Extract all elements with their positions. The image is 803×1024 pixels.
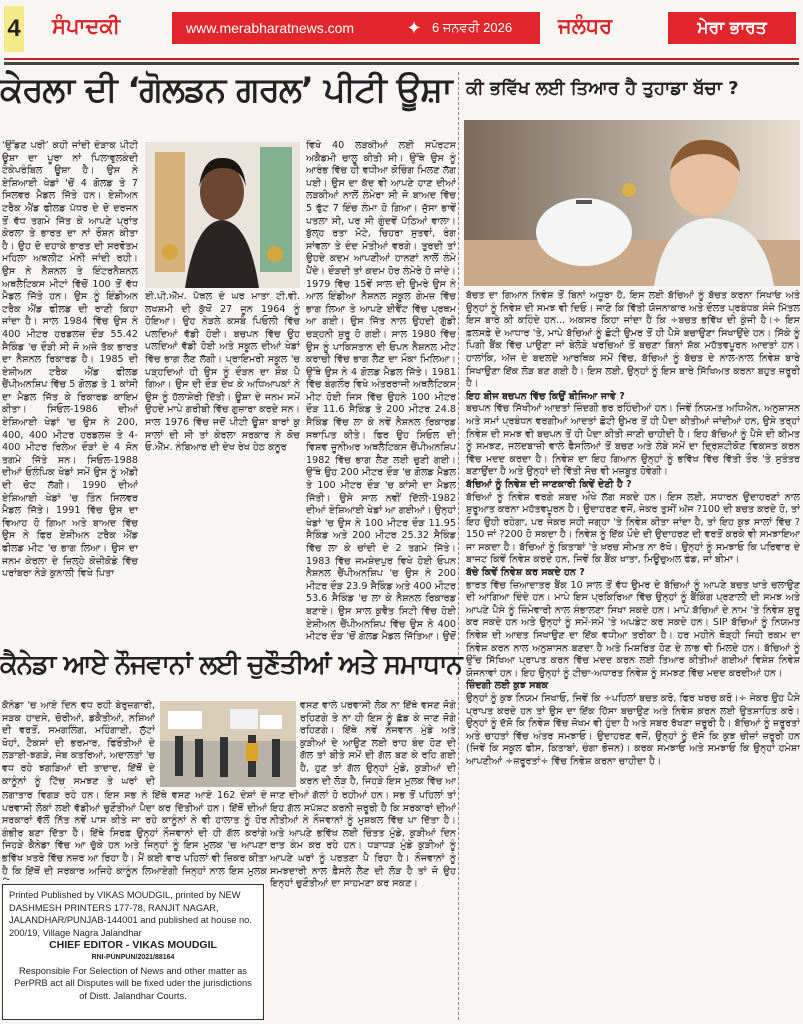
article-column: ‘ਉੱਡਣ ਪਰੀ’ ਕਹੀ ਜਾਂਦੀ ਦੌੜਾਕ ਪੀਟੀ ਊਸ਼ਾ ਦਾ ਪੂਰਾ ਨਾਂ ਪਿਲਾਵੁਲਕੰਦੀ ਟੇਕੇਪਰੰਬਿਲ ਊਸ਼ਾ ਹੈ। ਉਸ ਨੇ ਏਸ਼ਿਆਈ ਖੇਡਾਂ 'ਚੋਂ 4 ਗੋਲਡ ਤੇ 7 ਸਿਲਵਰ ਮੈਡਲ ਜਿੱਤੇ ਹਨ। ਏਸ਼ੀਅਨ ਟਰੈਕ ਐਂਡ ਫੀਲਡ ਪੱਧਰ ਦੇ ਦੋ ਦਰਜਨ ਤੋਂ ਵੱਧ ਤਗਮੇ ਜਿੱਤ ਕੇ ਆਪਣੇ ਪ੍ਰਾਂਤ ਕੇਰਲਾ ਤੇ ਭਾਰਤ ਦਾ ਨਾਂ ਰੌਸ਼ਨ ਕੀਤਾ ਹੈ। ਉਹ ਦੋ ਦਹਾਕੇ ਭਾਰਤ ਦੀ ਸਰਵੋਤਮ ਮਹਿਲਾ ਅਥਲੀਟ ਮੰਨੀ ਜਾਂਦੀ ਰਹੀ। ਉਸ ਨੇ ਨੈਸ਼ਨਲ ਤੇ ਇੰਟਰਨੈਸ਼ਨਲ ਅਥਲੈਟਿਕਸ ਮੀਟਾਂ ਵਿੱਚੋਂ 100 ਤੋਂ ਵੱਧ ਮੈਡਲ ਜਿੱਤੇ ਹਨ। ਉਸ ਨੂੰ ਇੰਡੀਅਨ ਟਰੈਕ ਐਂਡ ਫੀਲਡ ਦੀ ਰਾਣੀ ਕਿਹਾ ਜਾਂਦਾ ਹੈ। ਸਾਲ 1984 ਵਿੱਚ ਉਸ ਨੇ 400 ਮੀਟਰ ਹਰਡਲਜ਼ ਦੌੜ 55.42 ਸੈਕਿੰਡ 'ਚ ਦੌੜੀ ਸੀ ਜੋ ਅਜੇ ਤੱਕ ਭਾਰਤ ਦਾ ਨੈਸ਼ਨਲ ਰਿਕਾਰਡ ਹੈ। 1985 ਦੀ ਏਸ਼ੀਅਨ ਟਰੈਕ ਐਂਡ ਫੀਲਡ ਚੈਂਪੀਅਨਸ਼ਿਪ ਵਿੱਚ 5 ਗੋਲਡ ਤੇ 1 ਕਾਂਸੀ ਦਾ ਮੈਡਲ ਜਿੱਤ ਕੇ ਰਿਕਾਰਡ ਕਾਇਮ ਕੀਤਾ। ਸਿਓਲ-1986 ਦੀਆਂ ਏਸ਼ਿਆਈ ਖੇਡਾਂ 'ਚ ਉਸ ਨੇ 200, 400, 400 ਮੀਟਰ ਹਰਡਲਜ਼ ਤੇ 4-400 ਮੀਟਰ ਰਿਲੇਅ ਦੌੜਾਂ ਦੇ 4 ਸੋਨ ਤਗਮੇ ਜਿੱਤੇ ਸਨ। ਸਿਓਲ-1988 ਦੀਆਂ ਓਲੰਪਿਕ ਖੇਡਾਂ ਸਮੇਂ ਉਸ ਨੂੰ ਅੱਡੀ ਦੀ ਚੋਟ ਲੱਗੀ। 1990 ਦੀਆਂ ਏਸ਼ਿਆਈ ਖੇਡਾਂ 'ਚ ਤਿੰਨ ਸਿਲਵਰ ਮੈਡਲ ਜਿੱਤੇ। 1991 ਵਿੱਚ ਉਸ ਦਾ ਵਿਆਹ ਹੋ ਗਿਆ ਅਤੇ ਬਾਅਦ ਵਿੱਚ ਉਸ ਨੇ ਫਿਰ ਏਸ਼ੀਅਨ ਟਰੈਕ ਐਂਡ ਫੀਲਡ ਮੀਟ 'ਚ ਭਾਗ ਲਿਆ। ਉਸ ਦਾ ਜਨਮ ਕੇਰਲਾ ਦੇ ਜ਼ਿਲ੍ਹੇ ਕੋਜ਼ੀਕੋਡੇ ਵਿੱਚ ਪਰਾਂਬਰਾ ਨੇੜੇ ਕੁਨਾਲੀ ਵਿਖੇ ਪਿਤਾ	[2, 140, 138, 580]
paragraph: ਭਾਰਤ ਵਿੱਚ ਜ਼ਿਆਦਾਤਰ ਬੈਂਕ 10 ਸਾਲ ਤੋਂ ਵੱਧ ਉਮਰ ਦੇ ਬੱਚਿਆਂ ਨੂੰ ਆਪਣੇ ਬਚਤ ਖਾਤੇ ਚਲਾਉਣ ਦੀ ਆਗਿਆ ਦਿੰਦੇ ਹਨ। ਮਾਪੇ ਇਸ ਪ੍ਰਕਿਰਿਆ ਵਿੱਚ ਉਨ੍ਹਾਂ ਨੂੰ ਬੈਂਕਿੰਗ ਪ੍ਰਣਾਲੀ ਦੀ ਸਮਝ ਅਤੇ ਆਪਣੇ ਪੈਸੇ ਨੂੰ ਜ਼ਿੰਮੇਵਾਰੀ ਨਾਲ ਸੰਭਾਲਣਾ ਸਿਖਾ ਸਕਦੇ ਹਨ। ਮਾਪੇ ਬੱਚਿਆਂ ਦੇ ਨਾਮ 'ਤੇ ਨਿਵੇਸ਼ ਸ਼ੁਰੂ ਕਰ ਸਕਦੇ ਹਨ ਅਤੇ ਉਨ੍ਹਾਂ ਨੂੰ ਸਮੇਂ-ਸਮੇਂ 'ਤੇ ਅਪਡੇਟ ਕਰ ਸਕਦੇ ਹਨ। SIP ਬੱਚਿਆਂ ਨੂੰ ਨਿਯਮਤ ਨਿਵੇਸ਼ ਦੀ ਆਦਤ ਸਿਖਾਉਣ ਦਾ ਇੱਕ ਵਧੀਆ ਤਰੀਕਾ ਹੈ। ਹਰ ਮਹੀਨੇ ਥੋੜ੍ਹੀ ਜਿਹੀ ਰਕਮ ਦਾ ਨਿਵੇਸ਼ ਕਰਨ ਨਾਲ ਅਨੁਸ਼ਾਸਨ ਬਣਦਾ ਹੈ ਅਤੇ ਮਿਸ਼ਰਿਤ ਹੋਣ ਦੇ ਲਾਭ ਵੀ ਮਿਲਦੇ ਹਨ। ਬੱਚਿਆਂ ਨੂੰ ਉੱਚ ਸਿੱਖਿਆ ਪ੍ਰਾਪਤ ਕਰਨ ਵਿੱਚ ਮਦਦ ਕਰਨ ਲਈ ਤਿਆਰ ਕੀਤੀਆਂ ਗਈਆਂ ਵਿਸ਼ੇਸ਼ ਨਿਵੇਸ਼ ਯੋਜਨਾਵਾਂ ਹਨ। ਇਹ ਉਨ੍ਹਾਂ ਨੂੰ ਟੀਚਾ-ਅਧਾਰਤ ਨਿਵੇਸ਼ ਨੂੰ ਸਮਝਣ ਵਿੱਚ ਮਦਦ ਕਰਦੀਆਂ ਹਨ।	[466, 579, 800, 679]
article-column: ਵਿਖੇ 40 ਲੜਕੀਆਂ ਲਈ ਸਪੋਰਟਸ ਅਕੈਡਮੀ ਚਾਲੂ ਕੀਤੀ ਸੀ। ਉੱਥੇ ਉਸ ਨੂੰ ਆਰੰਭ ਵਿੱਚ ਹੀ ਵਧੀਆ ਕੋਚਿੰਗ ਮਿਲਣ ਲੱਗ ਪਈ। ਉਸ ਦਾ ਕੱਦ ਵੀ ਆਪਣੇ ਹਾਣ ਦੀਆਂ ਲੜਕੀਆਂ ਨਾਲੋਂ ਲੰਮੇਰਾ ਸੀ ਜੋ ਬਾਅਦ ਵਿੱਚ 5 ਫੁੱਟ 7 ਇੰਚ ਲੰਮਾ ਹੋ ਗਿਆ। ਜੁੱਸਾ ਭਾਵੇਂ ਪਤਲਾ ਸੀ, ਪਰ ਸੀ ਗੁੰਦਵੇਂ ਪੱਠਿਆਂ ਵਾਲਾ। ਬੁੱਲ੍ਹ ਰਤਾ ਮੋਟੇ, ਚਿਹਰਾ ਸੁਤਵਾਂ, ਰੰਗ ਸਾਂਵਲਾ ਤੇ ਦੰਦ ਮੋਤੀਆਂ ਵਰਗੇ। ਤੁਰਦੀ ਤਾਂ ਉਹਦੇ ਕਦਮ ਆਪਣੀਆਂ ਹਾਨਣਾਂ ਨਾਲੋਂ ਲੰਮੇ ਪੈਂਦੇ। ਦੌੜਦੀ ਤਾਂ ਕਦਮ ਹੋਰ ਲੰਮੇਰੇ ਹੋ ਜਾਂਦੇ। 1979 ਵਿੱਚ 15ਵੇਂ ਸਾਲ ਦੀ ਉਮਰੇ ਉਸ ਨੇ ਆਲ ਇੰਡੀਆ ਨੈਸ਼ਨਲ ਸਕੂਲ ਗੇਮਜ਼ ਵਿੱਚ ਭਾਗ ਲਿਆ ਤੇ ਆਪਣੇ ਈਵੈਂਟ ਵਿੱਚ ਪ੍ਰਥਮ ਆ ਗਈ। ਉਸ ਜਿੱਤ ਨਾਲ ਉਹਦੀ ਗੁੱਡੀ ਚੜ੍ਹਨੀ ਸ਼ੁਰੂ ਹੋ ਗਈ। ਸਾਲ 1980 ਵਿੱਚ ਉਸ ਨੂੰ ਪਾਕਿਸਤਾਨ ਦੀ ਓਪਨ ਨੈਸ਼ਨਲ ਮੀਟ ਕਰਾਚੀ ਵਿੱਚ ਭਾਗ ਲੈਣ ਦਾ ਮੌਕਾ ਮਿਲਿਆ। ਉੱਥੇ ਉਸ ਨੇ 4 ਗੋਲਡ ਮੈਡਲ ਜਿੱਤੇ। 1981 ਵਿੱਚ ਬੰਗਲੌਰ ਵਿਖੇ ਅੰਤਰਰਾਜੀ ਅਥਲੈਟਿਕਸ ਮੀਟ ਹੋਈ ਜਿਸ ਵਿੱਚ ਉਹਨੇ 100 ਮੀਟਰ ਦੌੜ 11.6 ਸੈਕਿੰਡ ਤੇ 200 ਮੀਟਰ 24.8 ਸੈਕਿੰਡ ਵਿੱਚ ਲਾ ਕੇ ਨਵੇਂ ਨੈਸ਼ਨਲ ਰਿਕਾਰਡ ਸਥਾਪਿਤ ਕੀਤੇ। ਫਿਰ ਉਹ ਸਿਓਲ ਦੀ ਵਿਸ਼ਵ ਜੂਨੀਅਰ ਅਥਲੈਟਿਕਸ ਚੈਂਪੀਅਨਸ਼ਿਪ 1982 ਵਿੱਚ ਭਾਗ ਲੈਣ ਲਈ ਚੁਣੀ ਗਈ। ਉੱਥੇ ਉਹ 200 ਮੀਟਰ ਦੌੜ 'ਚ ਗੋਲਡ ਮੈਡਲ ਤੇ 100 ਮੀਟਰ ਦੌੜ 'ਚ ਕਾਂਸੀ ਦਾ ਮੈਡਲ ਜਿੱਤੀ। ਉਸੇ ਸਾਲ ਨਵੀਂ ਦਿੱਲੀ-1982 ਦੀਆਂ ਏਸ਼ਿਆਈ ਖੇਡਾਂ ਆ ਗਈਆਂ। ਉਨ੍ਹਾਂ ਖੇਡਾਂ 'ਚ ਉਸ ਨੇ 100 ਮੀਟਰ ਦੌੜ 11.95 ਸੈਕਿੰਡ ਅਤੇ 200 ਮੀਟਰ 25.32 ਸੈਕਿੰਡ ਵਿੱਚ ਲਾ ਕੇ ਚਾਂਦੀ ਦੇ 2 ਤਗਮੇ ਜਿੱਤੇ। 1983 ਵਿੱਚ ਜਮਸ਼ੇਦਪੁਰ ਵਿਖੇ ਹੋਈ ਓਪਨ ਨੈਸ਼ਨਲ ਚੈਂਪੀਅਨਸ਼ਿਪ 'ਚ ਉਸ ਨੇ 200 ਮੀਟਰ ਦੌੜ 23.9 ਸੈਕਿੰਡ ਅਤੇ 400 ਮੀਟਰ 53.6 ਸੈਕਿੰਡ 'ਚ ਲਾ ਕੇ ਨੈਸ਼ਨਲ ਰਿਕਾਰਡ ਬਣਾਏ। ਉਸ ਸਾਲ ਕੁਵੈਤ ਸਿਟੀ ਵਿੱਚ ਹੋਈ ਏਸ਼ੀਅਨ ਚੈਂਪੀਅਨਸ਼ਿਪ ਵਿੱਚ ਉਸ ਨੇ 400 ਮੀਟਰ ਦੌੜ 'ਚੋਂ ਗੋਲਡ ਮੈਡਲ ਜਿੱਤਿਆ। ਉਦੋਂ	[306, 140, 456, 642]
column-divider	[458, 72, 459, 1020]
article-column: ਜਾਣ ਦੀਆਂ ਗੱਲਾਂ ਹੋ ਰਹੀਆਂ ਹਨ। ਸਭ ਤੋਂ ਪਹਿਲਾਂ ਤਾਂ ਇਹ ਗੱਲ ਸਪੱਸ਼ਟ ਕਰਨੀ ਜ਼ਰੂਰੀ ਹੈ ਕਿ ਸਰਕਾਰਾਂ ਦੀਆਂ ਨੀਤੀਆਂ ਨੇ ਨੌਜਵਾਨਾਂ ਨੂੰ ਮੁਸ਼ਕਲ ਵਿੱਚ ਪਾ ਦਿੱਤਾ ਹੈ। ਅਤੇ ਆਪਣੇ ਭਵਿੱਖ ਲਈ ਚਿੰਤਤ ਮੁੰਡੇ, ਕੁੜੀਆਂ ਦਿਨ ਰਾਤ ਕੰਮ ਕਰ ਰਹੇ ਹਨ। ਧੜਾਧੜ ਮੁੰਡੇ ਕੁੜੀਆਂ ਨੂੰ ਆਪਣੇ ਘਰਾਂ ਨੂੰ ਪਰਤਣਾ ਪੈ ਰਿਹਾ ਹੈ। ਨੌਜਵਾਨਾਂ ਨੂੰ ਸਮਝਦਾਰੀ ਨਾਲ ਫ਼ੈਸਲੇ ਲੈਣ ਦੀ ਲੋੜ ਹੈ ਤਾਂ ਜੋ ਉਹ ਇਨ੍ਹਾਂ ਚੁਣੌਤੀਆਂ ਦਾ ਸਾਹਮਣਾ ਕਰ ਸਕਣ।	[270, 790, 456, 890]
section-title: ਸੰਪਾਦਕੀ	[52, 14, 121, 38]
pt-usha-photo	[145, 142, 300, 288]
brand-logo: ਮੇਰਾ ਭਾਰਤ	[668, 12, 796, 44]
chief-editor: CHIEF EDITOR - VIKAS MOUDGIL	[49, 939, 217, 952]
header-divider	[4, 62, 799, 65]
star-icon: ✦	[406, 17, 422, 38]
headline-child-future: ਕੀ ਭਵਿੱਖ ਲਈ ਤਿਆਰ ਹੈ ਤੁਹਾਡਾ ਬੱਚਾ ?	[466, 78, 739, 99]
article-column: ਕੈਨੇਡਾ 'ਚ ਆਏ ਦਿਨ ਵਧ ਰਹੀ ਬੇਰੁਜ਼ਗਾਰੀ, ਸੜਕ ਹਾਦਸੇ, ਚੋਰੀਆਂ, ਡਕੈਤੀਆਂ, ਨਸ਼ਿਆਂ ਦੀ ਵਰਤੋਂ, ਸਮਗਲਿੰਗ, ਮਹਿੰਗਾਈ, ਲੁੱਟਾਂ ਖੋਹਾਂ, ਟੈਕਸਾਂ ਦੀ ਭਰਮਾਰ, ਫਿਰੌਤੀਆਂ ਦੇ ਲੜਾਈ-ਝਗੜੇ, ਜੇਬ ਕਤਰਿਆਂ, ਅਦਾਲਤਾਂ 'ਚ ਵਧ ਰਹੇ ਝਗੜਿਆਂ ਦੀ ਤਾਦਾਦ, ਇੱਥੋਂ ਦੇ ਕਾਨੂੰਨਾਂ ਨੂੰ ਟਿੱਚ ਸਮਝਣ ਤੇ ਘਰਾਂ ਦੀ	[2, 700, 155, 787]
article-column: ਲਗਾਤਾਰ ਵਿਗੜ ਰਹੇ ਹਨ। ਇਸ ਸਭ ਨੇ ਇੱਥੇ ਵਸਣ ਆਏ 162 ਦੇਸ਼ਾਂ ਦੇ ਪਰਵਾਸੀ ਲੋਕਾਂ ਲਈ ਵੱਡੀਆਂ ਚੁਣੌਤੀਆਂ ਪੈਦਾ ਕਰ ਦਿੱਤੀਆਂ ਹਨ। ਇੱਥੋਂ ਦੀਆਂ ਸਰਕਾਰਾਂ ਵੱਲੋਂ ਨਿੱਤ ਨਵੇਂ ਪਾਸ ਕੀਤੇ ਜਾ ਰਹੇ ਕਾਨੂੰਨਾਂ ਨੇ ਵੀ ਹਾਲਾਤ ਨੂੰ ਹੋਰ ਗੰਭੀਰ ਬਣਾ ਦਿੱਤਾ ਹੈ। ਇੱਥੇ ਸਿਰਫ਼ ਉਨ੍ਹਾਂ ਨੌਜਵਾਨਾਂ ਦੀ ਹੀ ਗੱਲ ਕਰਾਂਗੇ ਜਿਹੜੇ ਕੈਨੇਡਾ ਵਿੱਚ ਆ ਚੁੱਕੇ ਹਨ ਅਤੇ ਜਿਨ੍ਹਾਂ ਨੂੰ ਇਸ ਮੁਲਕ 'ਚ ਆਪਣਾ ਭਵਿੱਖ ਖ਼ਤਰੇ ਵਿੱਚ ਨਜ਼ਰ ਆ ਰਿਹਾ ਹੈ। ਮੈਂ ਕਈ ਵਾਰ ਪਹਿਲਾਂ ਵੀ ਜ਼ਿਕਰ ਕੀਤਾ ਹੈ ਕਿ ਇੱਥੋਂ ਦੀ ਸਰਕਾਰ ਅਜਿਹੇ ਕਾਨੂੰਨ ਲਿਆਏਗੀ ਜਿਨ੍ਹਾਂ ਨਾਲ ਇਸ ਮੁਲਕ	[2, 790, 267, 877]
child-piggy-bank-photo	[464, 120, 800, 286]
edition-city: ਜਲੰਧਰ	[558, 14, 613, 38]
subheading: ਬੱਚੇ ਕਿਵੇਂ ਨਿਵੇਸ਼ ਕਰ ਸਕਦੇ ਹਨ ?	[466, 567, 585, 579]
imprint-box	[2, 884, 264, 1020]
subheading: ਜ਼ਿੰਦਗੀ ਲਈ ਕੁਝ ਸਬਕ	[466, 680, 549, 692]
website-link[interactable]: www.merabharatnews.com	[186, 20, 355, 36]
protest-photo	[160, 701, 296, 787]
article-column: ਈ.ਪੀ.ਐੱਮ. ਪੈਥਲ ਦੇ ਘਰ ਮਾਤਾ ਟੀ.ਵੀ. ਲਖਸ਼ਮੀ ਦੀ ਕੁੱਖੋਂ 27 ਜੂਨ 1964 ਨੂੰ ਹੋਇਆ। ਉਹ ਨੇੜਲੇ ਕਸਬੇ ਪਿਓਲੀ ਵਿੱਚ ਪਲਦਿਆਂ ਵੱਡੀ ਹੋਈ। ਬਚਪਨ ਵਿੱਚ ਉਹ ਪਲਦਿਆਂ ਵੱਡੀ ਹੋਈ ਅਤੇ ਸਕੂਲ ਦੀਆਂ ਖੇਡਾਂ ਵਿੱਚ ਭਾਗ ਲੈਣ ਲੱਗੀ। ਪ੍ਰਾਇਮਰੀ ਸਕੂਲ 'ਚ ਪੜ੍ਹਦਿਆਂ ਹੀ ਉਸ ਨੂੰ ਦੌੜਨ ਦਾ ਸ਼ੌਕ ਪੈ ਗਿਆ। ਉਸ ਦੀ ਦੌੜ ਦੇਖ ਕੇ ਅਧਿਆਪਕਾਂ ਨੇ ਉਸ ਨੂੰ ਹੱਲਾਸ਼ੇਰੀ ਦਿੱਤੀ। ਊਸ਼ਾ ਦੇ ਜਨਮ ਸਮੇਂ ਉਹਦੇ ਮਾਪੇ ਗਰੀਬੀ ਵਿੱਚ ਗੁਜ਼ਾਰਾ ਕਰਦੇ ਸਨ। ਸਾਲ 1976 ਵਿੱਚ ਜਦੋਂ ਪੀਟੀ ਊਸ਼ਾ ਬਾਰਾਂ ਕੁ ਸਾਲਾਂ ਦੀ ਸੀ ਤਾਂ ਕੇਰਲਾ ਸਰਕਾਰ ਨੇ ਕੋਚ ਓ.ਐੱਮ. ਨੰਬਿਆਰ ਦੀ ਦੇਖ ਰੇਖ ਹੇਠ ਕਨੂਰ	[145, 291, 300, 454]
paragraph: ਬਚਪਨ ਵਿੱਚ ਸਿੱਖੀਆਂ ਆਦਤਾਂ ਜ਼ਿੰਦਗੀ ਭਰ ਰਹਿੰਦੀਆਂ ਹਨ। ਜਿਵੇਂ ਨਿਯਮਤ ਅਧਿਐਨ, ਅਨੁਸ਼ਾਸਨ ਅਤੇ ਸਮਾਂ ਪ੍ਰਬੰਧਨ ਵਰਗੀਆਂ ਆਦਤਾਂ ਛੋਟੀ ਉਮਰ ਤੋਂ ਹੀ ਪੈਦਾ ਕੀਤੀਆਂ ਜਾਂਦੀਆਂ ਹਨ, ਉਸੇ ਤਰ੍ਹਾਂ ਨਿਵੇਸ਼ ਦੀ ਸਮਝ ਵੀ ਬਚਪਨ ਤੋਂ ਹੀ ਪੈਦਾ ਕੀਤੀ ਜਾਣੀ ਚਾਹੀਦੀ ਹੈ। ਇਹ ਬੱਚਿਆਂ ਨੂੰ ਪੈਸੇ ਦੀ ਕੀਮਤ ਨੂੰ ਸਮਝਣ, ਜਲਦਬਾਜ਼ੀ ਵਾਲੇ ਫੈਸਲਿਆਂ ਤੋਂ ਬਚਣ ਅਤੇ ਲੰਬੇ ਸਮੇਂ ਦਾ ਦ੍ਰਿਸ਼ਟੀਕੋਣ ਵਿਕਸਤ ਕਰਨ ਵਿੱਚ ਮਦਦ ਕਰਦਾ ਹੈ। ਨਿਵੇਸ਼ ਦਾ ਇਹ ਗਿਆਨ ਉਨ੍ਹਾਂ ਨੂੰ ਭਵਿੱਖ ਵਿੱਚ ਵਿੱਤੀ ਤੌਰ 'ਤੇ ਸੁਤੰਤਰ ਬਣਾਉਂਦਾ ਹੈ ਅਤੇ ਉਨ੍ਹਾਂ ਦੀ ਵਿੱਤੀ ਸੋਚ ਵੀ ਮਜ਼ਬੂਤ ਹੋਵੇਗੀ।	[466, 403, 800, 478]
subheading: ਇਹ ਬੀਜ ਬਚਪਨ ਵਿੱਚ ਕਿਉਂ ਬੀਜਿਆ ਜਾਵੇ ?	[466, 390, 625, 402]
paragraph: ਬੱਚਿਆਂ ਨੂੰ ਨਿਵੇਸ਼ ਵਰਗੇ ਸ਼ਬਦ ਔਖੇ ਲੱਗ ਸਕਦੇ ਹਨ। ਇਸ ਲਈ, ਸਧਾਰਨ ਉਦਾਹਰਣਾਂ ਨਾਲ ਸ਼ੁਰੂਆਤ ਕਰਨਾ ਮਹੱਤਵਪੂਰਨ ਹੈ। ਉਦਾਹਰਣ ਵਜੋਂ, ਜੇਕਰ ਤੁਸੀਂ ਅੱਜ ?100 ਦੀ ਬਚਤ ਕਰਦੇ ਹੋ, ਤਾਂ ਇਹ ਉਹੀ ਰਹੇਗਾ, ਪਰ ਜੇਕਰ ਸਹੀ ਜਗ੍ਹਾ 'ਤੇ ਨਿਵੇਸ਼ ਕੀਤਾ ਜਾਂਦਾ ਹੈ, ਤਾਂ ਇਹ ਕੁਝ ਸਾਲਾਂ ਵਿੱਚ ?150 ਜਾਂ ?200 ਹੋ ਸਕਦਾ ਹੈ। ਨਿਵੇਸ਼ ਨੂੰ ਇੱਕ ਪੌਦੇ ਦੀ ਉਦਾਹਰਣ ਦੀ ਵਰਤੋਂ ਕਰਕੇ ਵੀ ਸਮਝਾਇਆ ਜਾ ਸਕਦਾ ਹੈ। ਬੱਚਿਆਂ ਨੂੰ ਕਿਤਾਬਾਂ 'ਤੇ ਖ਼ਰਚ ਸੀਮਤ ਨਾ ਰੱਖੋ। ਉਨ੍ਹਾਂ ਨੂੰ ਸਮਝਾਓ ਕਿ ਪਰਿਵਾਰ ਦੇ ਬਾਜਟ ਕਿਵੇਂ ਨਿਵੇਸ਼ ਕਰਦੇ ਹਨ, ਜਿਵੇਂ ਕਿ ਬੈਂਕ ਖਾਤਾ, ਮਿਊਚੁਅਲ ਫੰਡ, ਜਾਂ ਬੀਮਾ।	[466, 491, 800, 566]
subheading: ਬੱਚਿਆਂ ਨੂੰ ਨਿਵੇਸ਼ ਦੀ ਜਾਣਕਾਰੀ ਕਿਵੇਂ ਦੇਣੀ ਹੈ ?	[466, 478, 632, 490]
rni-number: RNI-PUNPUN/2021/88164	[91, 953, 175, 961]
issue-date: 6 ਜਨਵਰੀ 2026	[432, 20, 513, 35]
masthead-bar	[172, 12, 540, 44]
article-body	[466, 290, 800, 1020]
paragraph: ਉਨ੍ਹਾਂ ਨੂੰ ਕੁਝ ਨਿਯਮ ਸਿਖਾਓ, ਜਿਵੇਂ ਕਿ ÷ਪਹਿਲਾਂ ਬਚਤ ਕਰੋ, ਫਿਰ ਖਰਚ ਕਰੋ।÷ ਜੇਕਰ ਉਹ ਪੈਸੇ ਪ੍ਰਾਪਤ ਕਰਦੇ ਹਨ ਤਾਂ ਉਸ ਦਾ ਇੱਕ ਹਿੱਸਾ ਬਚਾਉਣ ਅਤੇ ਨਿਵੇਸ਼ ਕਰਨ ਲਈ ਉਤਸ਼ਾਹਿਤ ਕਰੋ। ਉਨ੍ਹਾਂ ਨੂੰ ਦੱਸੋ ਕਿ ਨਿਵੇਸ਼ ਵਿੱਚ ਜੋਖਮ ਵੀ ਹੁੰਦਾ ਹੈ ਅਤੇ ਸਬਰ ਰੱਖਣਾ ਜ਼ਰੂਰੀ ਹੈ। ਬੱਚਿਆਂ ਨੂੰ ਜ਼ਰੂਰਤਾਂ ਅਤੇ ਚਾਹਤਾਂ ਵਿੱਚ ਅੰਤਰ ਸਮਝਾਓ। ਉਦਾਹਰਣ ਵਜੋਂ, ਉਨ੍ਹਾਂ ਨੂੰ ਦੱਸੋ ਕਿ ਕੁਝ ਚੀਜ਼ਾਂ ਜ਼ਰੂਰੀ ਹਨ (ਜਿਵੇਂ ਕਿ ਸਕੂਲ ਫੀਸ, ਕਿਤਾਬਾਂ, ਚੰਗਾ ਭੋਜਨ)। ਕਰਕ ਸਮਝਾਓ ਅਤੇ ਸਮਝਾਓ ਕਿ ਉਨ੍ਹਾਂ ਹਮੇਸ਼ਾ ਆਪਣੀਆਂ ÷ਜ਼ਰੂਰਤਾਂ÷ ਵਿੱਚ ਨਿਵੇਸ਼ ਕਰਨਾ ਚਾਹੀਦਾ ਹੈ।	[466, 693, 800, 767]
disclaimer: Responsible For Selection of News and other matter as PerPRB act all Disputes will be fixed uder the jurisdictions of Distt. Jalandhar Courts.	[14, 965, 252, 1001]
page-number: 4	[4, 6, 24, 52]
header-divider	[4, 58, 799, 60]
headline-canada-youth: ਕੈਨੇਡਾ ਆਏ ਨੌਜਵਾਨਾਂ ਲਈ ਚੁਣੌਤੀਆਂ ਅਤੇ ਸਮਾਧਾਨ	[0, 650, 462, 680]
paragraph: ਬੱਚਤ ਦਾ ਗਿਆਨ ਨਿਵੇਸ਼ ਤੋਂ ਬਿਨਾਂ ਅਧੂਰਾ ਹੈ, ਇਸ ਲਈ ਬੱਚਿਆਂ ਨੂੰ ਬੱਚਤ ਕਰਨਾ ਸਿਖਾਓ ਅਤੇ ਉਨ੍ਹਾਂ ਨੂੰ ਨਿਵੇਸ਼ ਦੀ ਸਮਝ ਵੀ ਦਿਓ। ਜਾਣੋ ਕਿ ਵਿੱਤੀ ਯੋਜਨਾਕਾਰ ਅਤੇ ਦੌਲਤ ਪ੍ਰਬੰਧਕ ਸੰਜੇ ਮਿੱਤਲ ਇਸ ਬਾਰੇ ਕੀ ਕਹਿੰਦੇ ਹਨ... ਅਕਸਰ ਕਿਹਾ ਜਾਂਦਾ ਹੈ ਕਿ ÷ਬਚਤ ਭਵਿੱਖ ਦੀ ਕੁੰਜੀ ਹੈ।÷ ਇਸ ਫ਼ਲਸਫ਼ੇ ਦੇ ਆਧਾਰ 'ਤੇ, ਮਾਪੇ ਬੱਚਿਆਂ ਨੂੰ ਛੋਟੀ ਉਮਰ ਤੋਂ ਹੀ ਪੈਸੇ ਬਚਾਉਣਾ ਸਿਖਾਉਂਦੇ ਹਨ। ਸਿੱਕੇ ਨੂੰ ਪਿਗੀ ਬੈਂਕ ਵਿੱਚ ਪਾਉਣਾ ਜਾਂ ਬੇਲੋੜੇ ਖਰਚਿਆਂ ਤੋਂ ਬਚਣਾ ਬਿਨਾਂ ਸ਼ੱਕ ਮਹੱਤਵਪੂਰਨ ਆਦਤਾਂ ਹਨ। ਹਾਲਾਂਕਿ, ਅੱਜ ਦੇ ਬਦਲਦੇ ਆਰਥਿਕ ਸਮੇਂ ਵਿੱਚ, ਬੱਚਿਆਂ ਨੂੰ ਬੱਚਤ ਦੇ ਨਾਲ-ਨਾਲ ਨਿਵੇਸ਼ ਬਾਰੇ ਸਿਖਾਉਣਾ ਇੱਕ ਲੋੜ ਬਣ ਗਈ ਹੈ। ਇਸ ਲਈ, ਉਨ੍ਹਾਂ ਨੂੰ ਇਸ ਬਾਰੇ ਸਿੱਖਿਅਤ ਕਰਨਾ ਬਹੁਤ ਜ਼ਰੂਰੀ ਹੈ।	[466, 290, 800, 390]
headline-pt-usha: ਕੇਰਲਾ ਦੀ ‘ਗੋਲਡਨ ਗਰਲ’ ਪੀਟੀ ਊਸ਼ਾ	[0, 70, 452, 110]
article-column: ਵਸਣ ਵਾਲੇ ਪਰਵਾਸੀ ਲੋਕ ਨਾ ਇੱਥੇ ਵਸਣ ਜੋਗੇ ਰਹਿਣਗੇ ਤੇ ਨਾ ਹੀ ਇਸ ਨੂੰ ਛੱਡ ਕੇ ਜਾਣ ਜੋਗੇ ਰਹਿਣਗੇ। ਇੱਥੇ ਨਵੇਂ ਨੌਜਵਾਨ ਮੁੰਡੇ ਅਤੇ ਕੁੜੀਆਂ ਦੇ ਆਉਣ ਲਈ ਰਾਹ ਬੰਦ ਹੋਣ ਦੀ ਗੱਲ ਤਾਂ ਬੀਤੇ ਸਮੇਂ ਦੀ ਗੱਲ ਬਣ ਕੇ ਰਹਿ ਗਈ ਹੈ, ਹੁਣ ਤਾਂ ਗੱਲ ਉਨ੍ਹਾਂ ਮੁੰਡੇ, ਕੁੜੀਆਂ ਦੀ ਕਰਨ ਦੀ ਲੋੜ ਹੈ, ਜਿਹੜੇ ਇਸ ਮੁਲਕ ਵਿੱਚ ਆ	[300, 700, 456, 787]
imprint-publisher: Printed Published by VIKAS MOUDGIL, printed by NEW DASHMESH PRINTERS 177-78, RANJIT NAGAR, JALANDHAR/PUNJAB-144001 and published at house no. 200/19, Village Nagra Jalandhar	[9, 890, 252, 938]
